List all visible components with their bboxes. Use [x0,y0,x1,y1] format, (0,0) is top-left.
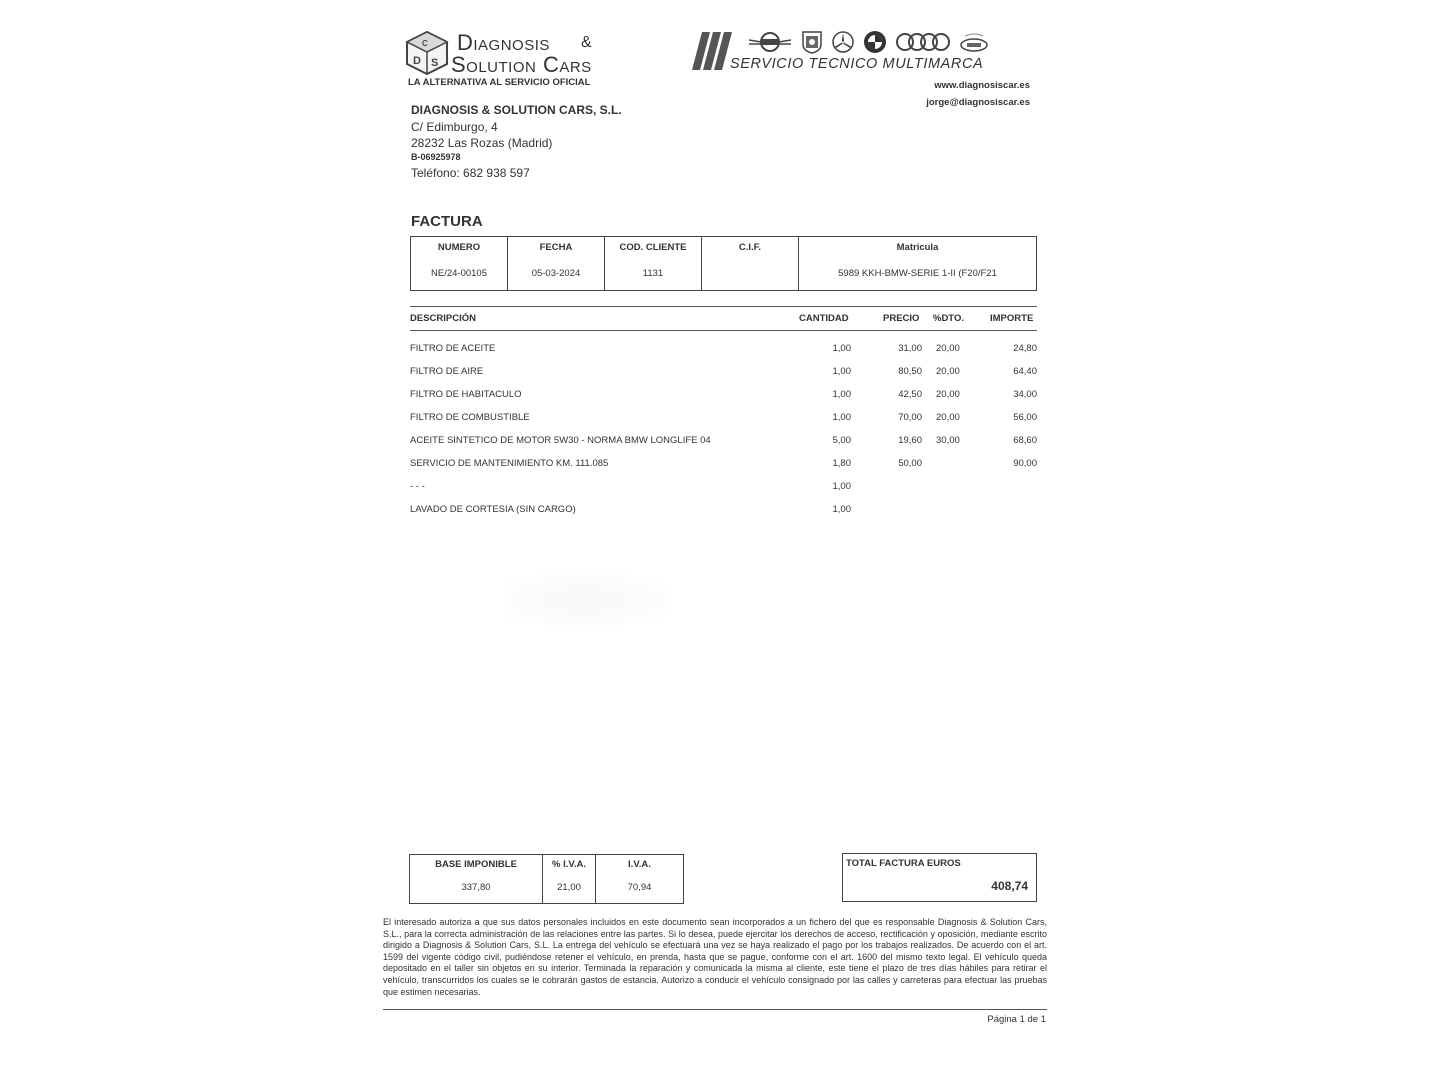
porsche-crest-icon [801,30,823,54]
line-amount: 56,00 [1013,412,1037,423]
scan-smudge [505,575,665,625]
invoice-date-label: FECHA [539,242,573,253]
line-item-row [410,504,1037,518]
line-dto: 20,00 [936,389,960,400]
line-item-row [410,435,1037,449]
company-phone: Teléfono: 682 938 597 [411,166,530,180]
multimarca-label: SERVICIO TECNICO MULTIMARCA [730,56,984,72]
website-link[interactable]: www.diagnosiscar.es [934,80,1030,91]
line-item-row [410,343,1037,357]
line-item-row [410,366,1037,380]
tax-base-value: 337,80 [461,882,491,893]
invoice-header-table [410,236,1037,291]
invoice-date-cell [508,237,605,290]
line-amount: 64,40 [1013,366,1037,377]
line-desc: SERVICIO DE MANTENIMIENTO KM. 111.085 [410,458,609,469]
logo-name-line1: Diagnosis [457,30,550,55]
line-dto: 20,00 [936,366,960,377]
tax-summary-table [409,854,684,904]
legal-notice: El interesado autoriza a que sus datos personales incluidos en este documento sean incorporados a un fichero del que es responsable Diagnosis & Solution Cars, S.L., para la correcta administración de las relaciones entre las partes. Si lo desea, puede ejercitar los derechos de acceso, rectificación y oposición, mediante escrito dirigido a Diagnosis & Solution Cars, S.L. La entrega del vehículo se efectuará una vez se haya realizado el pago por los trabajos realizados. De acuerdo con el art. 1599 del vigente código civil, pudiéndose retener el vehículo, en prenda, hasta que se pague, conforme con el art. 1600 del mismo texto legal. El vehículo queda depositado en el taller sin objetos en su interior. Terminada la reparación y comunicada la misma al cliente, este tiene el plazo de tres días hábiles para retirar el vehículo, transcurridos los cuales se le cobrarán gastos de estancia. Autorizo a conducir el vehículo consignado por las calles y carreteras para efectuar las pruebas que estimen necesarias. [383,917,1047,997]
line-amount: 90,00 [1013,458,1037,469]
page-number: Página 1 de 1 [987,1014,1046,1025]
company-address [411,104,622,183]
email-link[interactable]: jorge@diagnosiscar.es [926,97,1030,108]
line-price: 50,00 [898,458,922,469]
invoice-total-box [842,853,1037,902]
tax-base-cell [410,855,543,903]
line-desc: FILTRO DE COMBUSTIBLE [410,412,530,423]
line-price: 31,00 [898,343,922,354]
line-dto: 20,00 [936,412,960,423]
svg-text:D: D [413,55,421,67]
invoice-total-label: TOTAL FACTURA EUROS [846,858,961,869]
vat-amount-value: 70,94 [627,882,652,893]
vat-rate-label: % I.V.A. [552,859,586,870]
line-item-row [410,481,1037,495]
cube-logo-icon [405,30,449,76]
line-qty: 1,00 [832,366,851,377]
brand-icons-row [747,30,989,54]
col-desc-header: DESCRIPCIÓN [410,313,476,324]
line-qty: 1,00 [832,389,851,400]
invoice-number-value: NE/24-00105 [431,268,487,279]
vat-amount-label: I.V.A. [628,859,651,870]
line-item-row [410,389,1037,403]
line-amount: 34,00 [1013,389,1037,400]
line-qty: 5,00 [832,435,851,446]
line-price: 70,00 [898,412,922,423]
line-desc: - - - [410,481,425,492]
line-desc: FILTRO DE ACEITE [410,343,496,354]
line-qty: 1,00 [832,481,851,492]
line-qty: 1,00 [832,343,851,354]
col-qty-header: CANTIDAD [799,313,849,324]
client-code-label: COD. CLIENTE [619,242,687,253]
company-nif: B-06925978 [411,152,461,162]
cif-label: C.I.F. [738,242,762,253]
document-title: FACTURA [411,213,483,230]
plate-cell [799,237,1036,290]
line-desc: LAVADO DE CORTESIA (SIN CARGO) [410,504,576,515]
line-qty: 1,80 [832,458,851,469]
vat-rate-value: 21,00 [557,882,581,893]
vat-amount-cell [596,855,683,903]
vat-rate-cell [543,855,596,903]
tax-base-label: BASE IMPONIBLE [435,859,517,870]
cif-cell [702,237,799,290]
line-dto: 30,00 [936,435,960,446]
line-desc: ACEITE SINTETICO DE MOTOR 5W30 - NORMA BMW LONGLIFE 04 [410,435,711,446]
logo-name-line2: Solution Cars [451,52,592,77]
line-qty: 1,00 [832,504,851,515]
footer-rule [383,1009,1047,1010]
line-dto: 20,00 [936,343,960,354]
invoice-number-label: NUMERO [437,242,481,253]
line-desc: FILTRO DE HABITACULO [410,389,522,400]
logo-tagline: LA ALTERNATIVA AL SERVICIO OFICIAL [408,77,591,88]
audi-rings-icon [895,30,951,54]
lines-top-rule [410,306,1037,307]
bmw-roundel-icon [863,30,887,54]
invoice-number-cell [411,237,508,290]
mercedes-star-icon [831,30,855,54]
line-price: 19,60 [898,435,922,446]
mini-logo-icon [747,30,793,54]
multimarca-banner [692,30,1037,74]
logo-ampersand: & [581,34,592,51]
company-street: C/ Edimburgo, 4 [411,120,498,134]
land-rover-oval-icon [959,30,989,54]
client-code-cell [605,237,702,290]
client-code-value: 1131 [642,268,664,279]
line-price: 42,50 [898,389,922,400]
line-amount: 68,60 [1013,435,1037,446]
col-dto-header: %DTO. [933,313,964,324]
svg-text:S: S [431,57,439,69]
col-price-header: PRECIO [883,313,920,324]
invoice-total-value: 408,74 [991,879,1028,893]
company-logo [405,28,615,94]
invoice-date-value: 05-03-2024 [531,268,581,279]
plate-label: Matricula [896,242,939,253]
line-item-row [410,458,1037,472]
company-city: 28232 Las Rozas (Madrid) [411,136,553,150]
company-name: DIAGNOSIS & SOLUTION CARS, S.L. [411,103,622,117]
col-amount-header: IMPORTE [990,313,1034,324]
line-price: 80,50 [898,366,922,377]
line-item-row [410,412,1037,426]
line-amount: 24,80 [1013,343,1037,354]
svg-text:C: C [422,39,428,48]
line-qty: 1,00 [832,412,851,423]
plate-value: 5989 KKH-BMW-SERIE 1-II (F20/F21 [838,268,997,279]
lines-header-rule [410,330,1037,331]
line-desc: FILTRO DE AIRE [410,366,484,377]
